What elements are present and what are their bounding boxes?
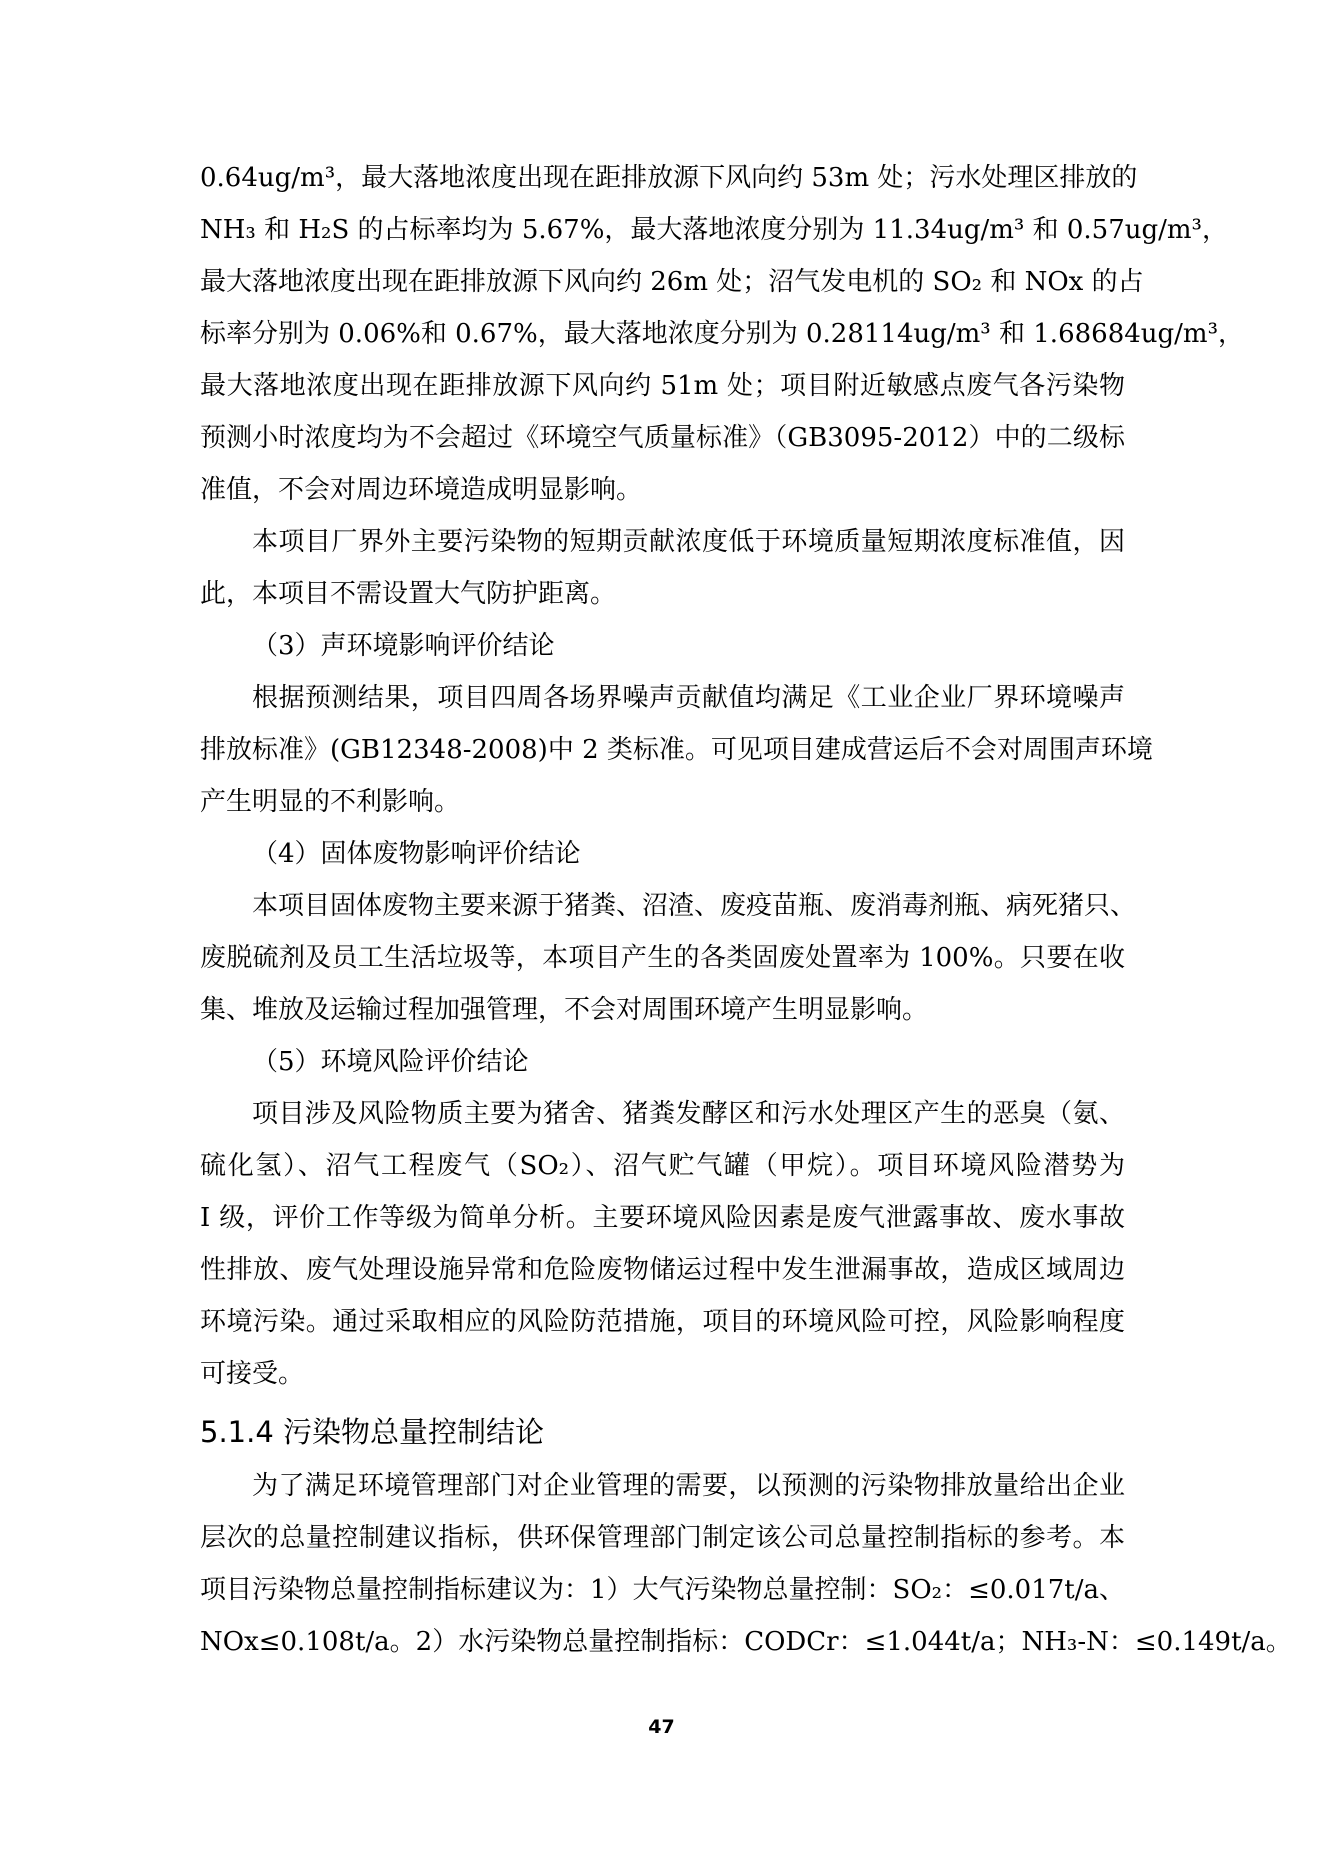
page-number: 47 <box>648 1716 675 1738</box>
paragraph-line: 根据预测结果，项目四周各场界噪声贡献值均满足《工业企业厂界环境噪声 <box>252 683 1125 713</box>
paragraph-line: （3）声环境影响评价结论 <box>252 631 555 661</box>
paragraph <box>200 1088 1125 1400</box>
paragraph <box>200 1460 1292 1668</box>
paragraph-line: 本项目厂界外主要污染物的短期贡献浓度低于环境质量短期浓度标准值，因 <box>252 527 1125 557</box>
paragraph <box>200 152 1244 516</box>
paragraph-line: 排放标准》(GB12348-2008)中 2 类标准。可见项目建成营运后不会对周围声环境 <box>200 735 1153 765</box>
paragraph-line: （4）固体废物影响评价结论 <box>252 839 581 869</box>
paragraph-line: I 级，评价工作等级为简单分析。主要环境风险因素是废气泄露事故、废水事故 <box>200 1203 1125 1233</box>
paragraph-line: 项目污染物总量控制指标建议为：1）大气污染物总量控制：SO₂：≤0.017t/a、 <box>200 1575 1126 1605</box>
paragraph-line: 本项目固体废物主要来源于猪粪、沼渣、废疫苗瓶、废消毒剂瓶、病死猪只、 <box>252 891 1137 921</box>
paragraph-line: 最大落地浓度出现在距排放源下风向约 51m 处；项目附近敏感点废气各污染物 <box>200 371 1125 401</box>
paragraph-line: 准值，不会对周边环境造成明显影响。 <box>200 475 643 505</box>
section-paragraphs <box>200 1460 1292 1668</box>
paragraph-line: 预测小时浓度均为不会超过《环境空气质量标准》（GB3095-2012）中的二级标 <box>200 423 1125 453</box>
paragraph <box>200 880 1137 1036</box>
paragraph <box>200 828 1125 880</box>
paragraph-line: 最大落地浓度出现在距排放源下风向约 26m 处；沼气发电机的 SO₂ 和 NOx 的占 <box>200 267 1144 297</box>
paragraph-line: 性排放、废气处理设施异常和危险废物储运过程中发生泄漏事故，造成区域周边 <box>200 1255 1125 1285</box>
paragraph-line: NOx≤0.108t/a。2）水污染物总量控制指标：CODCr：≤1.044t/a；NH₃-N：≤0.149t/a。 <box>200 1627 1292 1657</box>
paragraph-line: 废脱硫剂及员工生活垃圾等，本项目产生的各类固废处置率为 100%。只要在收 <box>200 943 1125 973</box>
paragraph <box>200 516 1125 620</box>
paragraph-line: 项目涉及风险物质主要为猪舍、猪粪发酵区和污水处理区产生的恶臭（氨、 <box>252 1099 1125 1129</box>
paragraph-line: 可接受。 <box>200 1359 305 1389</box>
paragraph-line: 0.64ug/m³，最大落地浓度出现在距排放源下风向约 53m 处；污水处理区排放的 <box>200 163 1138 193</box>
paragraph-line: NH₃ 和 H₂S 的占标率均为 5.67%，最大落地浓度分别为 11.34ug/m³ 和 0.57ug/m³， <box>200 215 1228 245</box>
paragraph <box>200 1036 1125 1088</box>
paragraph-line: 环境污染。通过采取相应的风险防范措施，项目的环境风险可控，风险影响程度 <box>200 1307 1125 1337</box>
paragraph-line: 为了满足环境管理部门对企业管理的需要，以预测的污染物排放量给出企业 <box>252 1471 1125 1501</box>
paragraph-line: （5）环境风险评价结论 <box>252 1047 529 1077</box>
paragraph-line: 层次的总量控制建议指标，供环保管理部门制定该公司总量控制指标的参考。本 <box>200 1523 1125 1553</box>
paragraph-line: 此，本项目不需设置大气防护距离。 <box>200 579 617 609</box>
paragraph-line: 硫化氢）、沼气工程废气（SO₂）、沼气贮气罐（甲烷）。项目环境风险潜势为 <box>200 1151 1125 1181</box>
paragraph <box>200 620 1125 672</box>
paragraph <box>200 672 1153 828</box>
body-paragraphs <box>200 152 1244 1400</box>
paragraph-line: 集、堆放及运输过程加强管理，不会对周围环境产生明显影响。 <box>200 995 929 1025</box>
paragraph-line: 产生明显的不利影响。 <box>200 787 461 817</box>
page-content <box>200 152 1292 1668</box>
paragraph-line: 标率分别为 0.06%和 0.67%，最大落地浓度分别为 0.28114ug/m³ 和 1.68684ug/m³， <box>200 319 1244 349</box>
section-heading: 5.1.4 污染物总量控制结论 <box>200 1415 545 1449</box>
